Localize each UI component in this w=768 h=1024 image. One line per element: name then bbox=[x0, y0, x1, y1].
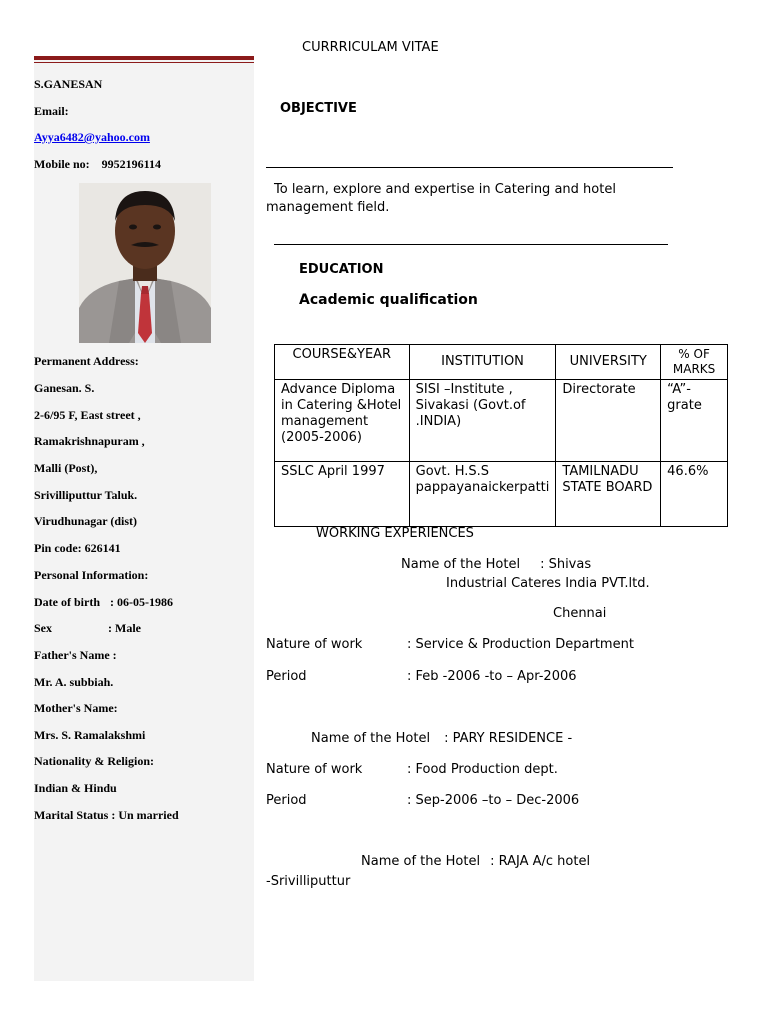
mobile-number: 9952196114 bbox=[101, 157, 162, 171]
address-line: Srivilliputtur Taluk. bbox=[34, 488, 138, 502]
job1-nature-label: Nature of work bbox=[266, 637, 363, 652]
mother-name: Mrs. S. Ramalakshmi bbox=[34, 728, 146, 742]
mother-label: Mother's Name: bbox=[34, 701, 118, 715]
table-header-row bbox=[275, 345, 728, 380]
table-cell: Directorate bbox=[556, 380, 661, 462]
job1-hotel-row bbox=[401, 557, 591, 572]
job1-nature-value: : Service & Production Department bbox=[407, 637, 634, 652]
job1-hotel-label: Name of the Hotel bbox=[401, 557, 521, 572]
education-table bbox=[274, 344, 728, 527]
job2-period-label: Period bbox=[266, 793, 307, 808]
father-label: Father's Name : bbox=[34, 648, 117, 662]
mobile-row bbox=[34, 157, 161, 172]
candidate-name: S.GANESAN bbox=[34, 77, 103, 91]
table-row bbox=[275, 380, 728, 462]
table-cell: SSLC April 1997 bbox=[275, 462, 410, 527]
address-line: Malli (Post), bbox=[34, 461, 98, 475]
table-cell: Govt. H.S.S pappayanaickerpatti bbox=[409, 462, 556, 527]
sidebar-top-rule bbox=[34, 56, 254, 60]
job3-hotel-row bbox=[361, 854, 590, 869]
document-title: CURRRICULAM VITAE bbox=[302, 40, 439, 55]
table-cell: 46.6% bbox=[661, 462, 728, 527]
job2-nature-label: Nature of work bbox=[266, 762, 363, 777]
table-cell: TAMILNADU STATE BOARD bbox=[556, 462, 661, 527]
objective-heading: OBJECTIVE bbox=[280, 101, 357, 116]
job3-hotel-name: : RAJA A/c hotel bbox=[490, 854, 591, 869]
job3-hotel-label: Name of the Hotel bbox=[361, 854, 481, 869]
table-row bbox=[275, 462, 728, 527]
nationality-label: Nationality & Religion: bbox=[34, 754, 154, 768]
objective-text: To learn, explore and expertise in Catering and hotel bbox=[274, 182, 616, 197]
job3-hotel-line2: -Srivilliputtur bbox=[266, 874, 351, 889]
job1-period-value: : Feb -2006 -to – Apr-2006 bbox=[407, 669, 577, 684]
portrait-image bbox=[79, 183, 211, 343]
address-line: 2-6/95 F, East street , bbox=[34, 408, 141, 422]
table-cell: “A”- grate bbox=[661, 380, 728, 462]
nationality-value: Indian & Hindu bbox=[34, 781, 117, 795]
table-cell: SISI –Institute , Sivakasi (Govt.of .INDIA) bbox=[409, 380, 556, 462]
profile-photo bbox=[79, 183, 211, 343]
sex-row bbox=[34, 621, 141, 636]
column-header: UNIVERSITY bbox=[556, 345, 661, 380]
divider bbox=[266, 167, 673, 168]
job2-period-value: : Sep-2006 –to – Dec-2006 bbox=[407, 793, 580, 808]
job1-hotel-name: : Shivas bbox=[540, 557, 592, 572]
job2-nature-value: : Food Production dept. bbox=[407, 762, 558, 777]
permanent-address-label: Permanent Address: bbox=[34, 354, 139, 368]
email-label: Email: bbox=[34, 104, 69, 118]
address-line: Ramakrishnapuram , bbox=[34, 434, 145, 448]
job1-period-label: Period bbox=[266, 669, 307, 684]
sex-label: Sex bbox=[34, 621, 52, 635]
column-header: % OF MARKS bbox=[661, 345, 728, 380]
education-heading: EDUCATION bbox=[299, 262, 384, 277]
address-line: Pin code: 626141 bbox=[34, 541, 121, 555]
objective-text: management field. bbox=[266, 200, 390, 215]
address-line: Ganesan. S. bbox=[34, 381, 95, 395]
education-subheading: Academic qualification bbox=[299, 292, 478, 308]
job1-hotel-line2: Industrial Cateres India PVT.ltd. bbox=[446, 576, 650, 591]
job2-hotel-label: Name of the Hotel bbox=[311, 731, 431, 746]
experience-heading: WORKING EXPERIENCES bbox=[316, 526, 474, 541]
marital-status: Marital Status : Un married bbox=[34, 808, 179, 822]
email-link[interactable]: Ayya6482@yahoo.com bbox=[34, 130, 150, 144]
column-header: COURSE&YEAR bbox=[275, 345, 410, 380]
sidebar-top-rule-thin bbox=[34, 62, 254, 63]
column-header: INSTITUTION bbox=[409, 345, 556, 380]
divider bbox=[274, 244, 668, 245]
sex-value: : Male bbox=[108, 621, 141, 635]
dob-row bbox=[34, 595, 173, 610]
job1-hotel-line3: Chennai bbox=[553, 606, 607, 621]
job2-hotel-row bbox=[311, 731, 572, 746]
dob-label: Date of birth bbox=[34, 595, 100, 609]
personal-info-label: Personal Information: bbox=[34, 568, 149, 582]
table-cell: Advance Diploma in Catering &Hotel management (2005-2006) bbox=[275, 380, 410, 462]
father-name: Mr. A. subbiah. bbox=[34, 675, 114, 689]
mobile-label: Mobile no: bbox=[34, 157, 90, 171]
address-line: Virudhunagar (dist) bbox=[34, 514, 138, 528]
job2-hotel-name: : PARY RESIDENCE - bbox=[444, 731, 573, 746]
dob-value: : 06-05-1986 bbox=[110, 595, 173, 609]
